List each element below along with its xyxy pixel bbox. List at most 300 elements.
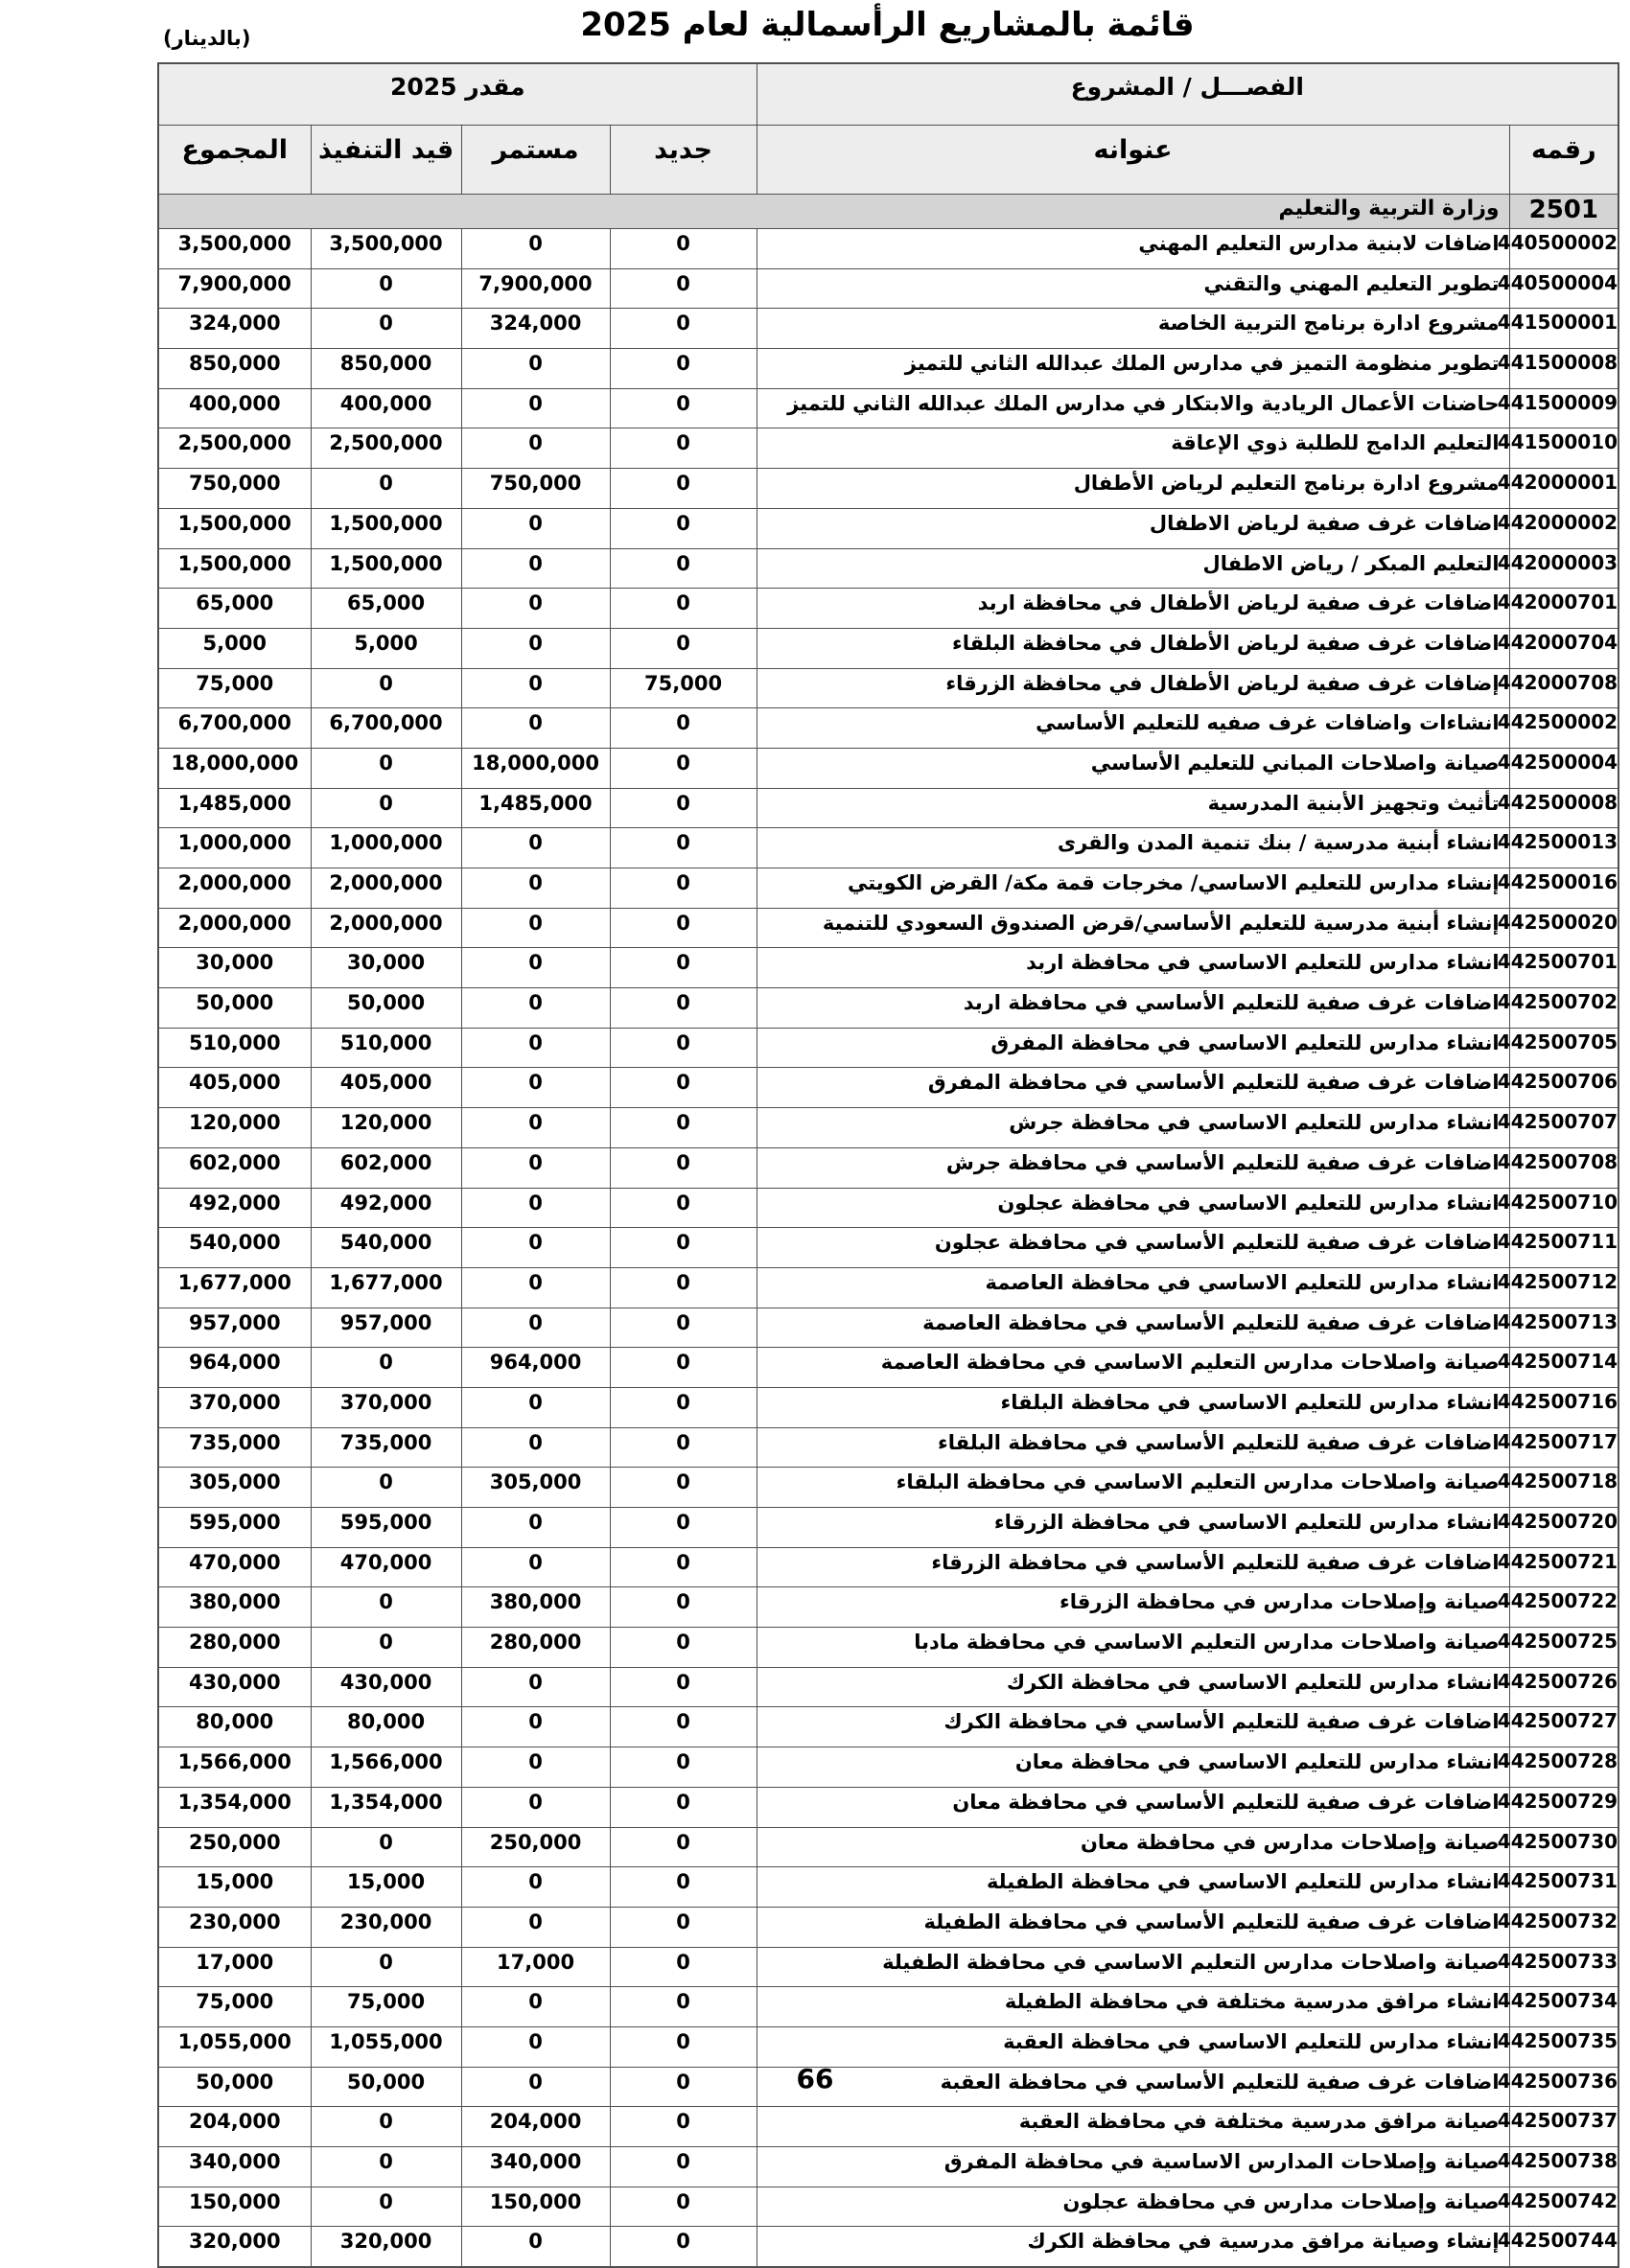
- new-cell: 0: [610, 1267, 757, 1308]
- table-header: [158, 63, 1618, 195]
- project-number-cell: 442500718: [1509, 1468, 1618, 1508]
- total-cell: 65,000: [158, 589, 311, 629]
- table-row: [158, 1308, 1618, 1348]
- project-number-cell: 442500737: [1509, 2107, 1618, 2147]
- continuing-cell: 750,000: [461, 469, 610, 509]
- project-title-cell: اضافات غرف صفية للتعليم الأساسي في محافظة العاصمة: [757, 1308, 1509, 1348]
- total-cell: 17,000: [158, 1947, 311, 1987]
- project-number-cell: 442500710: [1509, 1188, 1618, 1228]
- new-cell: 0: [610, 1508, 757, 1548]
- header-columns-row: [158, 126, 1618, 195]
- project-title-cell: إنشاء أبنية مدرسية للتعليم الأساسي/قرض الصندوق السعودي للتنمية: [757, 908, 1509, 948]
- continuing-cell: 0: [461, 948, 610, 988]
- table-row: [158, 309, 1618, 349]
- table-row: [158, 1427, 1618, 1468]
- new-cell: 0: [610, 1827, 757, 1867]
- project-title-cell: صيانة وإصلاحات مدارس في محافظة عجلون: [757, 2187, 1509, 2227]
- project-number-cell: 441500010: [1509, 428, 1618, 469]
- continuing-cell: 0: [461, 1068, 610, 1108]
- project-title-cell: انشاء مدارس للتعليم الاساسي في محافظة عجلون: [757, 1188, 1509, 1228]
- total-cell: 75,000: [158, 1987, 311, 2027]
- project-title-cell: انشاءات واضافات غرف صفيه للتعليم الأساسي: [757, 708, 1509, 749]
- new-cell: 0: [610, 2187, 757, 2227]
- table-row: [158, 1228, 1618, 1268]
- column-header-number: رقمه: [1509, 126, 1618, 195]
- continuing-cell: 0: [461, 2026, 610, 2067]
- project-number-cell: 442500002: [1509, 708, 1618, 749]
- project-number-cell: 441500001: [1509, 309, 1618, 349]
- under-implementation-cell: 0: [311, 469, 461, 509]
- project-number-cell: 442500722: [1509, 1587, 1618, 1628]
- project-number-cell: 440500002: [1509, 229, 1618, 269]
- project-number-cell: 442500013: [1509, 828, 1618, 868]
- new-cell: 0: [610, 1587, 757, 1628]
- under-implementation-cell: 65,000: [311, 589, 461, 629]
- project-number-cell: 442500732: [1509, 1907, 1618, 1947]
- project-title-cell: اضافات غرف صفية للتعليم الأساسي في محافظة معان: [757, 1787, 1509, 1827]
- continuing-cell: 0: [461, 1108, 610, 1148]
- total-cell: 850,000: [158, 349, 311, 389]
- under-implementation-cell: 0: [311, 2147, 461, 2187]
- new-cell: 0: [610, 1707, 757, 1747]
- continuing-cell: 250,000: [461, 1827, 610, 1867]
- under-implementation-cell: 735,000: [311, 1427, 461, 1468]
- total-cell: 1,000,000: [158, 828, 311, 868]
- new-cell: 0: [610, 1667, 757, 1707]
- column-header-total: المجموع: [158, 126, 311, 195]
- new-cell: 0: [610, 589, 757, 629]
- project-title-cell: اضافات غرف صفية للتعليم الأساسي في محافظة العقبة: [757, 2067, 1509, 2107]
- project-number-cell: 442500725: [1509, 1628, 1618, 1668]
- total-cell: 204,000: [158, 2107, 311, 2147]
- project-title-cell: إضافات غرف صفية لرياض الأطفال في محافظة الزرقاء: [757, 668, 1509, 708]
- continuing-cell: 0: [461, 589, 610, 629]
- table-row: [158, 508, 1618, 548]
- table-row: [158, 788, 1618, 828]
- under-implementation-cell: 1,500,000: [311, 548, 461, 589]
- total-cell: 370,000: [158, 1387, 311, 1427]
- total-cell: 957,000: [158, 1308, 311, 1348]
- table-row: [158, 1028, 1618, 1068]
- table-row: [158, 1348, 1618, 1388]
- total-cell: 305,000: [158, 1468, 311, 1508]
- project-title-cell: انشاء مدارس للتعليم الاساسي في محافظة البلقاء: [757, 1387, 1509, 1427]
- total-cell: 400,000: [158, 388, 311, 428]
- project-title-cell: انشاء مدارس للتعليم الاساسي في محافظة العاصمة: [757, 1267, 1509, 1308]
- new-cell: 0: [610, 1188, 757, 1228]
- table-row: [158, 428, 1618, 469]
- new-cell: 0: [610, 1628, 757, 1668]
- table-row: [158, 1387, 1618, 1427]
- total-cell: 1,677,000: [158, 1267, 311, 1308]
- new-cell: 0: [610, 428, 757, 469]
- continuing-cell: 0: [461, 1147, 610, 1188]
- continuing-cell: 324,000: [461, 309, 610, 349]
- under-implementation-cell: 492,000: [311, 1188, 461, 1228]
- table-row: [158, 1787, 1618, 1827]
- new-cell: 0: [610, 1427, 757, 1468]
- continuing-cell: 0: [461, 548, 610, 589]
- project-number-cell: 442500735: [1509, 2026, 1618, 2067]
- table-row: [158, 1468, 1618, 1508]
- table-row: [158, 2107, 1618, 2147]
- table-row: [158, 388, 1618, 428]
- capital-projects-table: [157, 62, 1619, 2268]
- continuing-cell: 0: [461, 1707, 610, 1747]
- table-row: [158, 628, 1618, 668]
- total-cell: 964,000: [158, 1348, 311, 1388]
- continuing-cell: 305,000: [461, 1468, 610, 1508]
- continuing-cell: 280,000: [461, 1628, 610, 1668]
- continuing-cell: 0: [461, 1907, 610, 1947]
- table-row: [158, 2026, 1618, 2067]
- project-title-cell: اضافات غرف صفية لرياض الأطفال في محافظة البلقاء: [757, 628, 1509, 668]
- under-implementation-cell: 50,000: [311, 988, 461, 1029]
- continuing-cell: 0: [461, 1028, 610, 1068]
- project-title-cell: اضافات غرف صفية للتعليم الأساسي في محافظة جرش: [757, 1147, 1509, 1188]
- project-title-cell: انشاء مدارس للتعليم الاساسي في محافظة المفرق: [757, 1028, 1509, 1068]
- under-implementation-cell: 320,000: [311, 2227, 461, 2267]
- project-title-cell: انشاء مدارس للتعليم الاساسي في محافظة الطفيلة: [757, 1867, 1509, 1908]
- table-row: [158, 1867, 1618, 1908]
- currency-note: (بالدينار): [163, 27, 251, 50]
- continuing-cell: 0: [461, 1547, 610, 1587]
- new-cell: 0: [610, 2147, 757, 2187]
- table-row: [158, 948, 1618, 988]
- continuing-cell: 150,000: [461, 2187, 610, 2227]
- new-cell: 0: [610, 868, 757, 909]
- total-cell: 380,000: [158, 1587, 311, 1628]
- total-cell: 75,000: [158, 668, 311, 708]
- new-cell: 0: [610, 1867, 757, 1908]
- table-row: [158, 1547, 1618, 1587]
- new-cell: 0: [610, 1308, 757, 1348]
- under-implementation-cell: 0: [311, 1628, 461, 1668]
- under-implementation-cell: 602,000: [311, 1147, 461, 1188]
- new-cell: 0: [610, 2107, 757, 2147]
- under-implementation-cell: 540,000: [311, 1228, 461, 1268]
- project-title-cell: اضافات غرف صفية للتعليم الأساسي في محافظة عجلون: [757, 1228, 1509, 1268]
- new-cell: 0: [610, 1387, 757, 1427]
- total-cell: 3,500,000: [158, 229, 311, 269]
- total-cell: 602,000: [158, 1147, 311, 1188]
- total-cell: 1,500,000: [158, 508, 311, 548]
- table-row: [158, 268, 1618, 309]
- under-implementation-cell: 2,500,000: [311, 428, 461, 469]
- table-row: [158, 1707, 1618, 1747]
- project-title-cell: انشاء مدارس للتعليم الاساسي في محافظة الكرك: [757, 1667, 1509, 1707]
- under-implementation-cell: 80,000: [311, 1707, 461, 1747]
- project-number-cell: 442500712: [1509, 1267, 1618, 1308]
- under-implementation-cell: 30,000: [311, 948, 461, 988]
- new-cell: 0: [610, 2026, 757, 2067]
- project-number-cell: 441500009: [1509, 388, 1618, 428]
- under-implementation-cell: 0: [311, 1348, 461, 1388]
- new-cell: 0: [610, 1787, 757, 1827]
- project-number-cell: 442500729: [1509, 1787, 1618, 1827]
- table-row: [158, 1147, 1618, 1188]
- new-cell: 0: [610, 1348, 757, 1388]
- continuing-cell: 17,000: [461, 1947, 610, 1987]
- project-number-cell: 442500726: [1509, 1667, 1618, 1707]
- project-number-cell: 442500702: [1509, 988, 1618, 1029]
- total-cell: 735,000: [158, 1427, 311, 1468]
- continuing-cell: 0: [461, 1427, 610, 1468]
- new-cell: 0: [610, 309, 757, 349]
- under-implementation-cell: 0: [311, 2187, 461, 2227]
- continuing-cell: 0: [461, 908, 610, 948]
- under-implementation-cell: 0: [311, 268, 461, 309]
- project-number-cell: 442500742: [1509, 2187, 1618, 2227]
- project-title-cell: اضافات غرف صفية للتعليم الأساسي في محافظة البلقاء: [757, 1427, 1509, 1468]
- new-cell: 0: [610, 1747, 757, 1788]
- continuing-cell: 0: [461, 1987, 610, 2027]
- table-row: [158, 1108, 1618, 1148]
- column-header-new: جديد: [610, 126, 757, 195]
- project-number-cell: 442500708: [1509, 1147, 1618, 1188]
- continuing-cell: 0: [461, 1747, 610, 1788]
- new-cell: 0: [610, 1987, 757, 2027]
- section-row-ministry-education: [158, 195, 1618, 229]
- continuing-cell: 0: [461, 1188, 610, 1228]
- project-number-cell: 442500716: [1509, 1387, 1618, 1427]
- under-implementation-cell: 0: [311, 668, 461, 708]
- project-title-cell: انشاء مدارس للتعليم الاساسي في محافظة معان: [757, 1747, 1509, 1788]
- total-cell: 280,000: [158, 1628, 311, 1668]
- continuing-cell: 0: [461, 988, 610, 1029]
- header-chapter-project: الفصـــل / المشروع: [757, 63, 1618, 126]
- new-cell: 0: [610, 1028, 757, 1068]
- column-header-under-implementation: قيد التنفيذ: [311, 126, 461, 195]
- under-implementation-cell: 120,000: [311, 1108, 461, 1148]
- total-cell: 150,000: [158, 2187, 311, 2227]
- under-implementation-cell: 0: [311, 2107, 461, 2147]
- project-number-cell: 442500705: [1509, 1028, 1618, 1068]
- total-cell: 595,000: [158, 1508, 311, 1548]
- continuing-cell: 0: [461, 668, 610, 708]
- section-number: 2501: [1509, 195, 1618, 229]
- continuing-cell: 340,000: [461, 2147, 610, 2187]
- project-number-cell: 442000701: [1509, 589, 1618, 629]
- table-row: [158, 1747, 1618, 1788]
- project-title-cell: صيانة مرافق مدرسية مختلفة في محافظة العقبة: [757, 2107, 1509, 2147]
- continuing-cell: 1,485,000: [461, 788, 610, 828]
- continuing-cell: 0: [461, 1387, 610, 1427]
- table-row: [158, 868, 1618, 909]
- continuing-cell: 0: [461, 2227, 610, 2267]
- total-cell: 50,000: [158, 988, 311, 1029]
- under-implementation-cell: 510,000: [311, 1028, 461, 1068]
- under-implementation-cell: 6,700,000: [311, 708, 461, 749]
- total-cell: 18,000,000: [158, 748, 311, 788]
- continuing-cell: 0: [461, 1667, 610, 1707]
- table-row: [158, 1587, 1618, 1628]
- continuing-cell: 0: [461, 828, 610, 868]
- under-implementation-cell: 75,000: [311, 1987, 461, 2027]
- project-title-cell: صيانة وإصلاحات مدارس في محافظة معان: [757, 1827, 1509, 1867]
- project-title-cell: تأثيث وتجهيز الأبنية المدرسية: [757, 788, 1509, 828]
- table-row: [158, 589, 1618, 629]
- project-number-cell: 442500707: [1509, 1108, 1618, 1148]
- under-implementation-cell: 957,000: [311, 1308, 461, 1348]
- project-number-cell: 442500720: [1509, 1508, 1618, 1548]
- project-number-cell: 442500733: [1509, 1947, 1618, 1987]
- continuing-cell: 0: [461, 1228, 610, 1268]
- project-title-cell: انشاء مدارس للتعليم الاساسي في محافظة العقبة: [757, 2026, 1509, 2067]
- under-implementation-cell: 400,000: [311, 388, 461, 428]
- new-cell: 0: [610, 1147, 757, 1188]
- project-number-cell: 442000001: [1509, 469, 1618, 509]
- new-cell: 0: [610, 469, 757, 509]
- project-title-cell: تطوير منظومة التميز في مدارس الملك عبدالله الثاني للتميز: [757, 349, 1509, 389]
- continuing-cell: 0: [461, 1308, 610, 1348]
- project-title-cell: انشاء مدارس للتعليم الاساسي في محافظة جرش: [757, 1108, 1509, 1148]
- table-row: [158, 988, 1618, 1029]
- project-title-cell: التعليم الدامج للطلبة ذوي الإعاقة: [757, 428, 1509, 469]
- project-number-cell: 442500706: [1509, 1068, 1618, 1108]
- project-title-cell: صيانة واصلاحات مدارس التعليم الاساسي في محافظة العاصمة: [757, 1348, 1509, 1388]
- project-number-cell: 442500016: [1509, 868, 1618, 909]
- new-cell: 0: [610, 908, 757, 948]
- column-header-continuing: مستمر: [461, 126, 610, 195]
- under-implementation-cell: 2,000,000: [311, 868, 461, 909]
- new-cell: 0: [610, 388, 757, 428]
- project-title-cell: اضافات غرف صفية للتعليم الأساسي في محافظة الطفيلة: [757, 1907, 1509, 1947]
- total-cell: 492,000: [158, 1188, 311, 1228]
- total-cell: 340,000: [158, 2147, 311, 2187]
- new-cell: 0: [610, 2067, 757, 2107]
- new-cell: 0: [610, 948, 757, 988]
- under-implementation-cell: 1,566,000: [311, 1747, 461, 1788]
- continuing-cell: 0: [461, 428, 610, 469]
- table-row: [158, 668, 1618, 708]
- total-cell: 1,500,000: [158, 548, 311, 589]
- total-cell: 250,000: [158, 1827, 311, 1867]
- project-title-cell: التعليم المبكر / رياض الاطفال: [757, 548, 1509, 589]
- under-implementation-cell: 2,000,000: [311, 908, 461, 948]
- under-implementation-cell: 0: [311, 788, 461, 828]
- total-cell: 750,000: [158, 469, 311, 509]
- under-implementation-cell: 1,000,000: [311, 828, 461, 868]
- new-cell: 0: [610, 988, 757, 1029]
- table-row: [158, 1667, 1618, 1707]
- total-cell: 470,000: [158, 1547, 311, 1587]
- under-implementation-cell: 1,055,000: [311, 2026, 461, 2067]
- table-row: [158, 1947, 1618, 1987]
- new-cell: 0: [610, 1547, 757, 1587]
- project-number-cell: 442000704: [1509, 628, 1618, 668]
- project-title-cell: اضافات غرف صفية للتعليم الأساسي في محافظة اربد: [757, 988, 1509, 1029]
- continuing-cell: 0: [461, 508, 610, 548]
- header-estimated-2025: مقدر 2025: [158, 63, 757, 126]
- project-title-cell: حاضنات الأعمال الريادية والابتكار في مدارس الملك عبدالله الثاني للتميز: [757, 388, 1509, 428]
- project-title-cell: اضافات غرف صفية للتعليم الأساسي في محافظة الزرقاء: [757, 1547, 1509, 1587]
- continuing-cell: 0: [461, 868, 610, 909]
- new-cell: 0: [610, 708, 757, 749]
- project-title-cell: انشاء مدارس للتعليم الاساسي في محافظة الزرقاء: [757, 1508, 1509, 1548]
- new-cell: 0: [610, 1468, 757, 1508]
- total-cell: 320,000: [158, 2227, 311, 2267]
- project-number-cell: 442500701: [1509, 948, 1618, 988]
- project-number-cell: 442500004: [1509, 748, 1618, 788]
- under-implementation-cell: 3,500,000: [311, 229, 461, 269]
- project-number-cell: 442000708: [1509, 668, 1618, 708]
- under-implementation-cell: 595,000: [311, 1508, 461, 1548]
- total-cell: 7,900,000: [158, 268, 311, 309]
- project-number-cell: 442000002: [1509, 508, 1618, 548]
- continuing-cell: 0: [461, 628, 610, 668]
- table-row: [158, 828, 1618, 868]
- under-implementation-cell: 370,000: [311, 1387, 461, 1427]
- total-cell: 324,000: [158, 309, 311, 349]
- total-cell: 50,000: [158, 2067, 311, 2107]
- column-header-title: عنوانه: [757, 126, 1509, 195]
- new-cell: 0: [610, 229, 757, 269]
- new-cell: 0: [610, 1947, 757, 1987]
- project-title-cell: اضافات لابنية مدارس التعليم المهني: [757, 229, 1509, 269]
- total-cell: 540,000: [158, 1228, 311, 1268]
- project-title-cell: انشاء أبنية مدرسية / بنك تنمية المدن والقرى: [757, 828, 1509, 868]
- table-row: [158, 2187, 1618, 2227]
- continuing-cell: 0: [461, 229, 610, 269]
- total-cell: 120,000: [158, 1108, 311, 1148]
- table-body: [158, 229, 1618, 2268]
- project-number-cell: 442500728: [1509, 1747, 1618, 1788]
- new-cell: 0: [610, 349, 757, 389]
- total-cell: 1,055,000: [158, 2026, 311, 2067]
- under-implementation-cell: 50,000: [311, 2067, 461, 2107]
- table-row: [158, 229, 1618, 269]
- total-cell: 15,000: [158, 1867, 311, 1908]
- table-row: [158, 1188, 1618, 1228]
- continuing-cell: 7,900,000: [461, 268, 610, 309]
- total-cell: 5,000: [158, 628, 311, 668]
- new-cell: 0: [610, 1228, 757, 1268]
- project-number-cell: 442500744: [1509, 2227, 1618, 2267]
- under-implementation-cell: 0: [311, 1827, 461, 1867]
- under-implementation-cell: 0: [311, 1468, 461, 1508]
- total-cell: 430,000: [158, 1667, 311, 1707]
- project-number-cell: 442500717: [1509, 1427, 1618, 1468]
- project-title-cell: صيانة واصلاحات مدارس التعليم الاساسي في محافظة البلقاء: [757, 1468, 1509, 1508]
- under-implementation-cell: 230,000: [311, 1907, 461, 1947]
- continuing-cell: 18,000,000: [461, 748, 610, 788]
- project-number-cell: 442500008: [1509, 788, 1618, 828]
- new-cell: 0: [610, 788, 757, 828]
- page-number: 66: [796, 2063, 834, 2094]
- new-cell: 0: [610, 1068, 757, 1108]
- project-title-cell: صيانة واصلاحات مدارس التعليم الاساسي في محافظة مادبا: [757, 1628, 1509, 1668]
- total-cell: 510,000: [158, 1028, 311, 1068]
- project-number-cell: 442500734: [1509, 1987, 1618, 2027]
- table-row: [158, 1907, 1618, 1947]
- new-cell: 0: [610, 548, 757, 589]
- table-row: [158, 2147, 1618, 2187]
- continuing-cell: 0: [461, 388, 610, 428]
- project-number-cell: 442000003: [1509, 548, 1618, 589]
- table-row: [158, 1987, 1618, 2027]
- under-implementation-cell: 430,000: [311, 1667, 461, 1707]
- project-title-cell: انشاء مدارس للتعليم الاساسي في محافظة اربد: [757, 948, 1509, 988]
- under-implementation-cell: 850,000: [311, 349, 461, 389]
- continuing-cell: 0: [461, 1867, 610, 1908]
- project-number-cell: 442500721: [1509, 1547, 1618, 1587]
- table-row: [158, 469, 1618, 509]
- new-cell: 0: [610, 628, 757, 668]
- under-implementation-cell: 15,000: [311, 1867, 461, 1908]
- new-cell: 0: [610, 268, 757, 309]
- project-title-cell: اضافات غرف صفية للتعليم الأساسي في محافظة الكرك: [757, 1707, 1509, 1747]
